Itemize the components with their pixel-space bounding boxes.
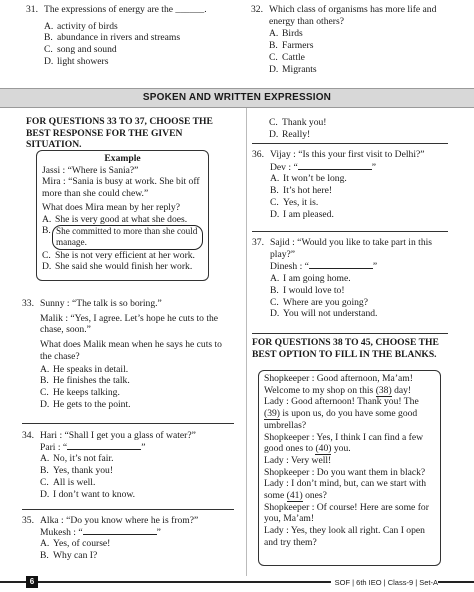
dialog-line: Shopkeeper : Of course! Here are some for you, Ma’am! (264, 501, 429, 525)
question-33: 33. Sunny : “The talk is so boring.” Malik : “Yes, I agree. Let’s hope he cuts to the chase, soon.” What does Malik mean when he says he cuts to the chase? A. He speaks in detail. B. He finishes the talk. C. He keeps talking. D. He gets to the point. (22, 298, 230, 410)
dialog-line: Lady : Very well! (264, 454, 332, 466)
dialog-line: Lady : Yes, they look all right. Can I open and try them? (264, 525, 425, 548)
option-d[interactable]: D. I don’t want to know. (40, 488, 136, 500)
instruction-38-45: FOR QUESTIONS 38 TO 45, CHOOSE THE BEST OPTION TO FILL IN THE BLANKS. (252, 337, 439, 360)
correct-answer-circle: She committed to more than she could manage. (52, 225, 203, 249)
option-d[interactable]: D. I am pleased. (270, 208, 334, 220)
divider (252, 333, 448, 334)
page-number: 6 (26, 576, 38, 588)
question-34: 34. Hari : “Shall I get you a glass of water?” Pari : “ ” A. No, it’s not fair. B. Yes, thank you! C. All is well. D. I don’t want to know. (22, 430, 230, 500)
option-d[interactable]: D. He gets to the point. (40, 398, 131, 410)
example-dialog-line: Mira : “Sania is busy at work. She bit off more than she could chew.” (42, 176, 200, 200)
question-number: 31. (26, 4, 38, 15)
option-d[interactable]: D. Really! (269, 128, 311, 140)
answer-blank[interactable] (83, 527, 157, 535)
divider (22, 509, 234, 510)
example-option-c: C. She is not very efficient at her work. (42, 249, 195, 261)
answer-blank-line: Pari : “ ” (40, 441, 146, 453)
option-d[interactable]: D. You will not understand. (270, 308, 378, 320)
answer-blank[interactable] (309, 261, 373, 269)
answer-blank[interactable] (298, 162, 372, 170)
question-number: 34. (22, 430, 34, 441)
option-b[interactable]: B. He finishes the talk. (40, 375, 130, 387)
answer-blank-line: Dinesh : “ ” (270, 261, 378, 273)
example-dialog-line: Jassi : “Where is Sania?” (42, 164, 139, 176)
example-option-a: A. She is very good at what she does. (42, 213, 188, 225)
option-c[interactable]: C. song and sound (44, 44, 117, 56)
question-text: The expressions of energy are the ______. (44, 4, 207, 15)
question-number: 37. (252, 237, 264, 248)
question-number: 33. (22, 298, 34, 309)
option-c[interactable]: C. Yes, it is. (270, 196, 319, 208)
divider (22, 423, 234, 424)
option-a[interactable]: A. It won’t be long. (270, 173, 347, 185)
option-b[interactable]: B. I would love to! (270, 284, 345, 296)
option-d[interactable]: D. light showers (44, 55, 109, 67)
example-title: Example (104, 153, 141, 164)
column-divider (246, 108, 247, 576)
question-32 (251, 4, 451, 75)
option-b[interactable]: B. Why can I? (40, 550, 98, 562)
blank-40[interactable]: (40) (315, 443, 332, 455)
option-b[interactable]: B. abundance in rivers and streams (44, 32, 181, 44)
question-text: Which class of organisms has more life and energy than others? (269, 4, 437, 27)
answer-blank-line: Mukesh : “ ” (40, 526, 161, 538)
option-c[interactable]: C. Cattle (269, 51, 305, 63)
blank-38[interactable]: (38) (375, 384, 392, 396)
option-c[interactable]: C. Thank you! (269, 117, 327, 128)
option-b[interactable]: B. Farmers (269, 40, 314, 52)
option-a[interactable]: A. No, it’s not fair. (40, 453, 114, 465)
answer-blank-line: Dev : “ ” (270, 161, 376, 173)
dialog-box (258, 370, 441, 566)
example-question: What does Mira mean by her reply? (42, 201, 180, 213)
footer-text: SOF | 6th IEO | Class-9 | Set-A (331, 578, 438, 587)
option-c[interactable]: C. He keeps talking. (40, 386, 120, 398)
dialog-line: Lady : I don’t mind, but, can we start with some (41) ones? (264, 478, 427, 502)
dialog-line: Shopkeeper : Yes, I think I can find a few good ones to (40) you. (264, 431, 424, 455)
option-b[interactable]: B. Yes, thank you! (40, 465, 114, 477)
example-option-b: B. She committed to more than she could manage. (42, 225, 203, 249)
option-b[interactable]: B. It’s hot here! (270, 185, 333, 197)
blank-41[interactable]: (41) (286, 490, 303, 502)
question-35-continued (269, 117, 449, 140)
question-number: 36. (252, 149, 264, 160)
dialog-line: Shopkeeper : Good afternoon, Ma’am! Welcome to my shop on this (38) day! (264, 373, 413, 396)
option-a[interactable]: A. Birds (269, 28, 303, 40)
question-number: 35. (22, 515, 34, 526)
blank-39[interactable]: (39) (264, 408, 280, 420)
divider (252, 231, 448, 232)
divider (252, 143, 448, 144)
section-title-bar: SPOKEN AND WRITTEN EXPRESSION (0, 88, 474, 108)
instruction-33-37: FOR QUESTIONS 33 TO 37, CHOOSE THE BEST RESPONSE FOR THE GIVEN SITUATION. (26, 116, 213, 151)
option-a[interactable]: A. Yes, of course! (40, 538, 111, 550)
option-c[interactable]: C. All is well. (40, 476, 96, 488)
question-35: 35. Alka : “Do you know where he is from?” Mukesh : “ ” A. Yes, of course! B. Why can I? (22, 515, 230, 562)
answer-blank[interactable] (67, 442, 141, 450)
question-31 (26, 4, 226, 68)
option-c[interactable]: C. Where are you going? (270, 296, 368, 308)
dialog-line: Lady : Good afternoon! Thank you! The (39) is upon us, do you have some good umbrellas? (264, 396, 419, 431)
option-d[interactable]: D. Migrants (269, 63, 317, 75)
question-37: 37. Sajid : “Would you like to take part in this play?” Dinesh : “ ” A. I am going home. B. I would love to! C. Where are you going? D. You will not understand. (252, 237, 450, 320)
example-option-d: D. She said she would finish her work. (42, 261, 193, 273)
question-36: 36. Vijay : “Is this your first visit to Delhi?” Dev : “ ” A. It won’t be long. B. It’s hot here! C. Yes, it is. D. I am pleased. (252, 149, 450, 220)
option-a[interactable]: A. He speaks in detail. (40, 363, 129, 375)
option-a[interactable]: A. I am going home. (270, 273, 351, 285)
example-box (36, 150, 209, 281)
option-a[interactable]: A. activity of birds (44, 20, 118, 32)
question-number: 32. (251, 4, 263, 15)
dialog-line: Shopkeeper : Do you want them in black? (264, 466, 426, 478)
